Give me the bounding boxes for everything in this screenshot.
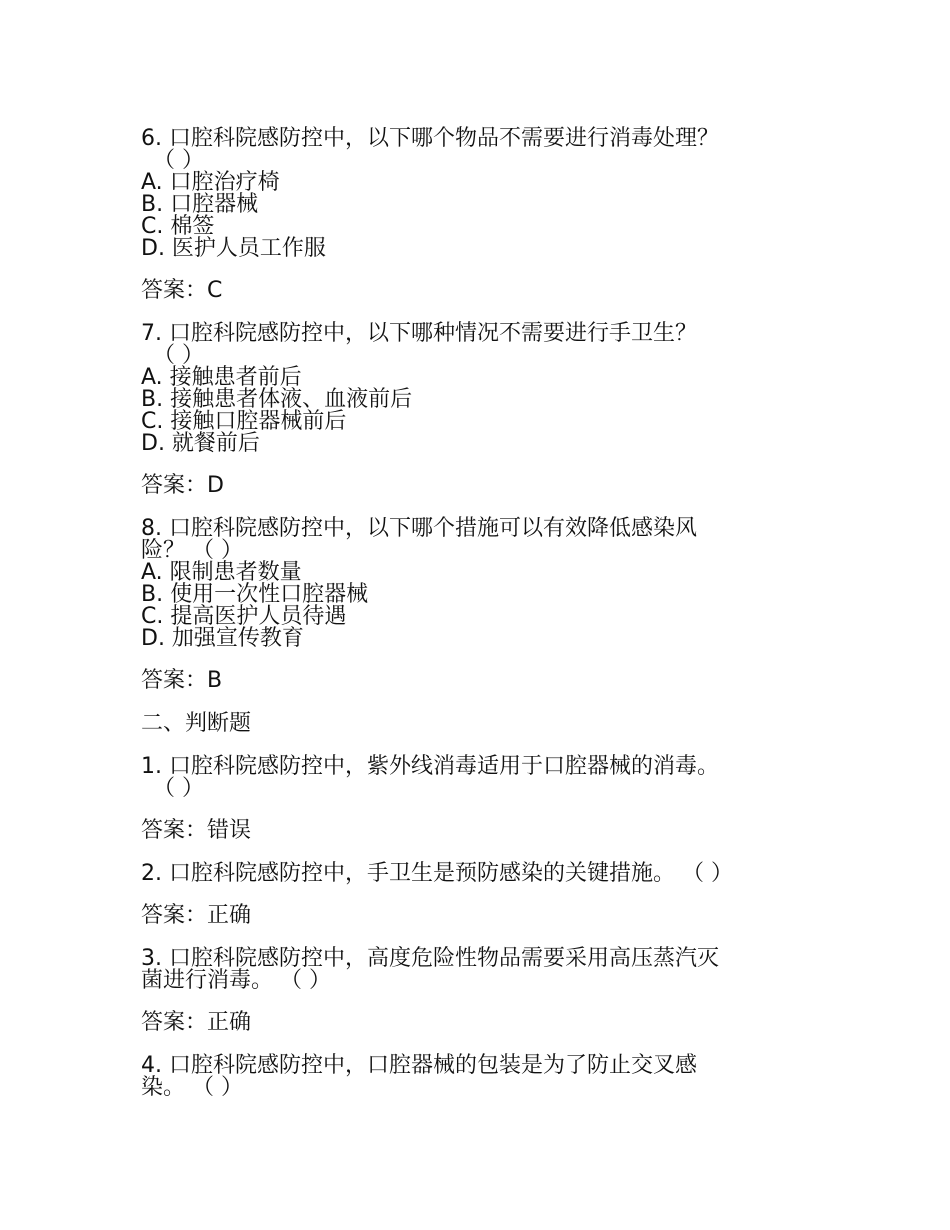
tf-question-1 [141, 756, 801, 800]
question-text: 7. 口腔科院感防控中，以下哪种情况不需要进行手卫生？ [141, 321, 697, 346]
question-text: 3. 口腔科院感防控中，高度危险性物品需要采用高压蒸汽灭 [141, 946, 719, 971]
option-b: B. 使用一次性口腔器械 [141, 582, 369, 607]
question-text: 1. 口腔科院感防控中，紫外线消毒适用于口腔器械的消毒。 [141, 754, 719, 779]
answer-line: 答案：B [141, 668, 223, 693]
question-text: 6. 口腔科院感防控中，以下哪个物品不需要进行消毒处理？ [141, 126, 719, 151]
question-8 [141, 518, 801, 650]
question-text: 2. 口腔科院感防控中，手卫生是预防感染的关键措施。 （ ） [141, 861, 733, 886]
option-b: B. 接触患者体液、血液前后 [141, 387, 413, 412]
document-page [141, 128, 801, 1099]
tf-question-2 [141, 863, 801, 885]
option-c: C. 提高医护人员待遇 [141, 604, 347, 629]
question-text-continued: 险？ （ ） [141, 538, 243, 563]
option-a: A. 口腔治疗椅 [141, 170, 280, 195]
option-b: B. 口腔器械 [141, 192, 259, 217]
question-text-continued: 染。 （ ） [141, 1075, 243, 1100]
answer-line: 答案：C [141, 278, 223, 303]
question-bracket: （ ） [153, 148, 204, 173]
answer-line: 答案：D [141, 473, 224, 498]
question-bracket: （ ） [153, 343, 204, 368]
answer-line: 答案：正确 [141, 1010, 252, 1035]
question-bracket: （ ） [153, 776, 204, 801]
option-c: C. 接触口腔器械前后 [141, 409, 347, 434]
tf-question-4 [141, 1055, 801, 1099]
section-heading: 二、判断题 [141, 711, 252, 736]
question-text-continued: 菌进行消毒。 （ ） [141, 968, 331, 993]
option-a: A. 限制患者数量 [141, 560, 302, 585]
question-text: 4. 口腔科院感防控中，口腔器械的包装是为了防止交叉感 [141, 1053, 697, 1078]
answer-line: 答案：正确 [141, 903, 252, 928]
question-7 [141, 323, 801, 455]
option-a: A. 接触患者前后 [141, 365, 302, 390]
option-c: C. 棉签 [141, 214, 215, 239]
option-d: D. 加强宣传教育 [141, 626, 304, 651]
answer-line: 答案：错误 [141, 818, 252, 843]
question-6 [141, 128, 801, 260]
option-d: D. 医护人员工作服 [141, 236, 326, 261]
option-d: D. 就餐前后 [141, 431, 260, 456]
question-text: 8. 口腔科院感防控中，以下哪个措施可以有效降低感染风 [141, 516, 697, 541]
tf-question-3 [141, 948, 801, 992]
